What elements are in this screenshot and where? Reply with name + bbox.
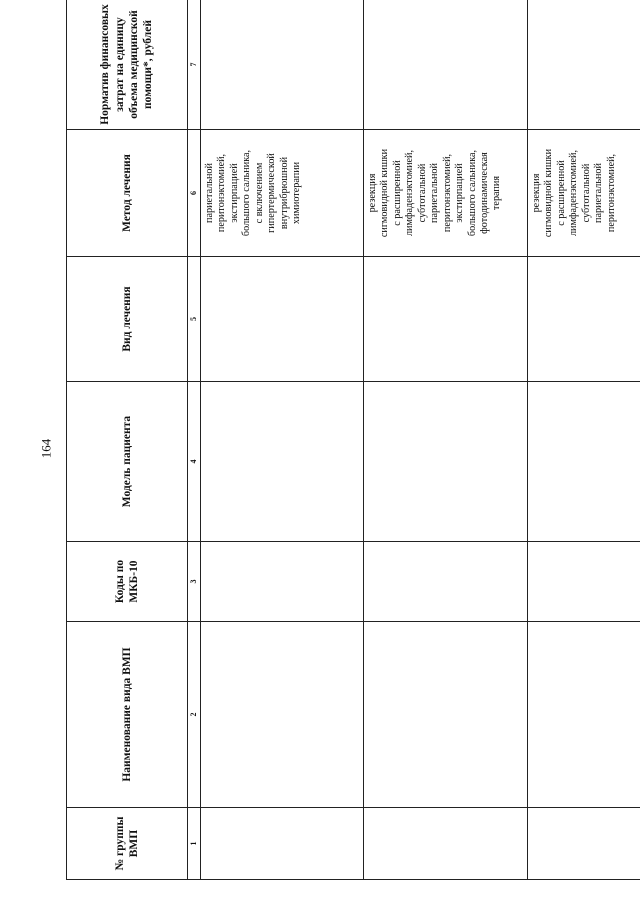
method-cell xyxy=(364,130,528,257)
cell-empty xyxy=(528,808,640,880)
cell-empty xyxy=(364,0,528,130)
method-line: париетальной xyxy=(593,163,605,223)
method-line: париетальной xyxy=(204,163,215,223)
column-number-row xyxy=(188,0,201,880)
method-line: перитонэктомией, xyxy=(216,153,228,233)
header-row xyxy=(67,0,188,880)
method-line: перитонэктомией, xyxy=(605,153,617,233)
cell-empty xyxy=(528,542,640,622)
cell-empty xyxy=(364,808,528,880)
page-number: 164 xyxy=(38,438,54,459)
header-group-number: № группы ВМП xyxy=(67,808,188,880)
method-line: резекция xyxy=(367,173,378,213)
table-row xyxy=(201,0,364,880)
method-line: терапия xyxy=(491,175,503,211)
method-line: экстирпацией xyxy=(454,163,466,223)
cell-empty xyxy=(201,622,364,808)
cell-empty xyxy=(528,0,640,130)
method-line: сигмовидной кишки xyxy=(379,148,391,238)
header-vmp-name: Наименование вида ВМП xyxy=(67,622,188,808)
method-line: лимфаденэктомией, xyxy=(568,149,580,237)
header-treatment-type: Вид лечения xyxy=(67,257,188,382)
cell-empty xyxy=(528,257,640,382)
column-number: 4 xyxy=(188,382,201,542)
cell-empty xyxy=(364,622,528,808)
method-line: резекция xyxy=(531,173,542,213)
cell-empty xyxy=(201,257,364,382)
vmp-table xyxy=(66,0,640,880)
method-line: перитонэктомией, xyxy=(441,153,453,233)
rotated-page xyxy=(66,0,617,880)
column-number: 6 xyxy=(188,130,201,257)
method-line: лимфаденэктомией, xyxy=(404,149,416,237)
cell-empty xyxy=(201,542,364,622)
cell-empty xyxy=(201,382,364,542)
header-treatment-method: Метод лечения xyxy=(67,130,188,257)
method-line: с расширенной xyxy=(555,160,567,226)
cell-empty xyxy=(528,382,640,542)
column-number: 5 xyxy=(188,257,201,382)
header-cost-standard: Норматив финансовых затрат на единицу объема медицинской помощи*, рублей xyxy=(67,0,188,130)
method-line: большого сальника, xyxy=(466,149,478,237)
table-row xyxy=(528,0,640,880)
column-number: 7 xyxy=(188,0,201,130)
cell-empty xyxy=(201,0,364,130)
cell-empty xyxy=(201,808,364,880)
table-row xyxy=(364,0,528,880)
method-line: с включением xyxy=(253,162,265,224)
method-line: субтотальной xyxy=(580,163,592,223)
method-line: субтотальной xyxy=(416,163,428,223)
method-line: экстирпацией xyxy=(228,163,240,223)
cell-empty xyxy=(364,542,528,622)
method-cell xyxy=(201,130,364,257)
method-line: с расширенной xyxy=(391,160,403,226)
cell-empty xyxy=(364,257,528,382)
method-line: фотодинамическая xyxy=(478,152,490,234)
method-line: сигмовидной кишки xyxy=(543,148,555,238)
header-patient-model: Модель пациента xyxy=(67,382,188,542)
column-number: 3 xyxy=(188,542,201,622)
column-number: 2 xyxy=(188,622,201,808)
method-cell xyxy=(528,130,640,257)
cell-empty xyxy=(364,382,528,542)
cell-empty xyxy=(528,622,640,808)
method-line: париетальной xyxy=(429,163,441,223)
method-line: химиотерапии xyxy=(291,161,303,225)
header-icd-codes: Коды по МКБ-10 xyxy=(67,542,188,622)
method-line: большого сальника, xyxy=(241,149,253,237)
column-number: 1 xyxy=(188,808,201,880)
method-line: гипертермической xyxy=(266,153,278,233)
method-line: внутрибрюшной xyxy=(278,156,290,230)
